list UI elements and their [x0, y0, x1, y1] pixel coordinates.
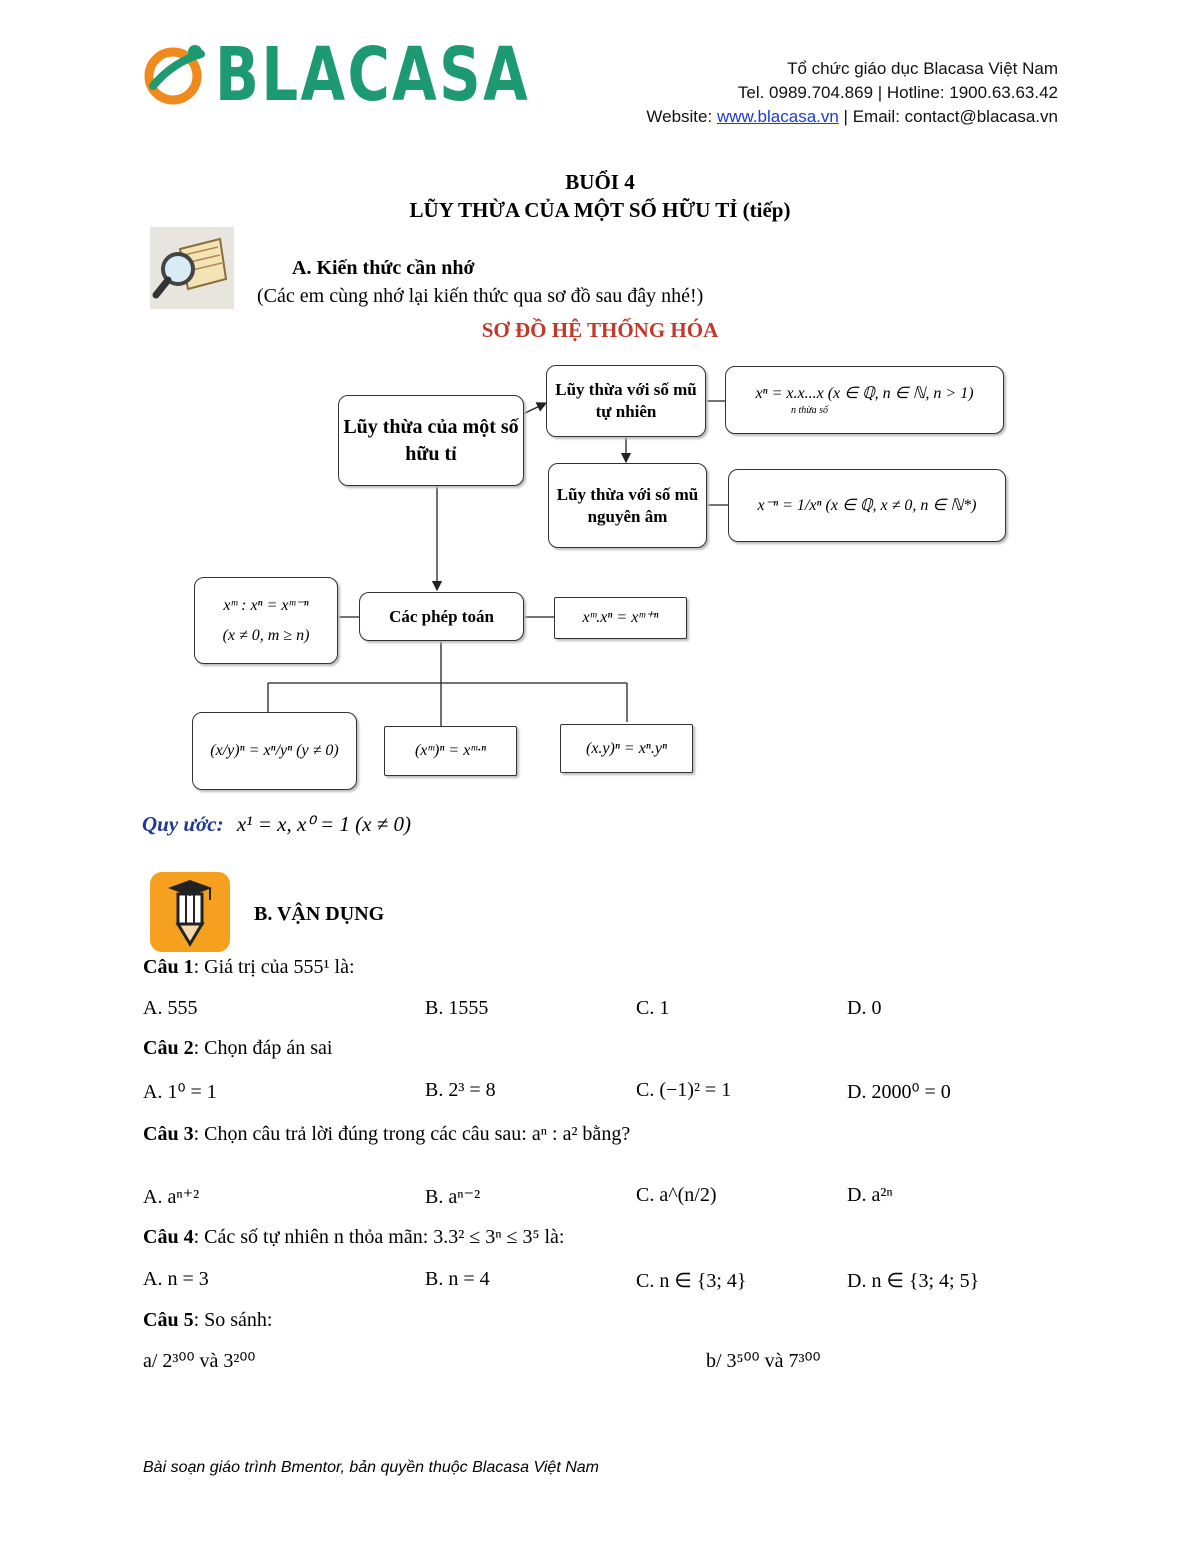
q1-option-c[interactable]: C. 1	[636, 997, 670, 1019]
diagram-root: Lũy thừa của một số hữu tỉ	[338, 395, 524, 486]
graduation-pencil-icon	[150, 872, 230, 952]
negative-exponent-box: Lũy thừa với số mũ nguyên âm	[548, 463, 707, 548]
q3-option-c[interactable]: C. a^(n/2)	[636, 1184, 717, 1206]
q1-option-a[interactable]: A. 555	[143, 997, 198, 1019]
website-link[interactable]: www.blacasa.vn	[716, 107, 839, 126]
natural-formula-note: n thừa số	[790, 405, 829, 416]
section-b-heading: B. VẬN DỤNG	[254, 903, 385, 925]
diagram-title: SƠ ĐỒ HỆ THỐNG HÓA	[481, 318, 719, 342]
division-condition: (x ≠ 0, m ≥ n)	[222, 626, 310, 644]
topic-title: LŨY THỪA CỦA MỘT SỐ HỮU TỈ (tiếp)	[409, 198, 791, 222]
q1-option-b[interactable]: B. 1555	[425, 997, 489, 1019]
natural-formula-box	[725, 366, 1004, 434]
q3-option-a[interactable]: A. aⁿ⁺²	[143, 1186, 200, 1208]
q5-part-b: b/ 3⁵⁰⁰ và 7³⁰⁰	[706, 1350, 821, 1372]
q5-part-a: a/ 2³⁰⁰ và 3²⁰⁰	[143, 1350, 256, 1372]
q4-option-c[interactable]: C. n ∈ {3; 4}	[636, 1270, 747, 1292]
negative-formula: x⁻ⁿ = 1/xⁿ (x ∈ ℚ, x ≠ 0, n ∈ ℕ*)	[728, 469, 1006, 542]
q3-option-b[interactable]: B. aⁿ⁻²	[425, 1186, 481, 1208]
division-formula: xᵐ : xⁿ = xᵐ⁻ⁿ	[223, 596, 309, 614]
q4-option-b[interactable]: B. n = 4	[425, 1268, 490, 1290]
natural-formula: xⁿ = x.x...x (x ∈ ℚ, n ∈ ℕ, n > 1)	[755, 385, 974, 402]
product-formula: xᵐ.xⁿ = xᵐ⁺ⁿ	[554, 597, 687, 639]
section-a-heading: A. Kiến thức cần nhớ	[292, 257, 475, 279]
product-power-formula: (x.y)ⁿ = xⁿ.yⁿ	[560, 724, 693, 773]
operations-box: Các phép toán	[359, 592, 524, 641]
q4-option-d[interactable]: D. n ∈ {3; 4; 5}	[847, 1270, 980, 1292]
section-a-subtitle: (Các em cùng nhớ lại kiến thức qua sơ đồ sau đây nhé!)	[257, 285, 704, 307]
question-2: Câu 2: Chọn đáp án sai	[143, 1037, 333, 1059]
footer: Bài soạn giáo trình Bmentor, bản quyền thuộc Blacasa Việt Nam	[143, 1459, 599, 1476]
logo-text: BLACASA	[215, 32, 531, 118]
session-title: BUỔI 4	[565, 170, 635, 194]
question-4: Câu 4: Các số tự nhiên n thỏa mãn: 3.3² ≤ 3ⁿ ≤ 3⁵ là:	[143, 1226, 565, 1248]
phone-line: Tel. 0989.704.869 | Hotline: 1900.63.63.42	[737, 83, 1058, 102]
convention	[142, 812, 411, 837]
org-name: Tổ chức giáo dục Blacasa Việt Nam	[787, 59, 1058, 78]
quotient-power-formula: (x/y)ⁿ = xⁿ/yⁿ (y ≠ 0)	[192, 712, 357, 790]
convention-formula: x¹ = x, x⁰ = 1 (x ≠ 0)	[236, 812, 411, 836]
q3-option-d[interactable]: D. a²ⁿ	[847, 1184, 893, 1206]
natural-exponent-box: Lũy thừa với số mũ tự nhiên	[546, 365, 706, 437]
q4-option-a[interactable]: A. n = 3	[143, 1268, 209, 1290]
q1-option-d[interactable]: D. 0	[847, 997, 882, 1019]
q2-option-a[interactable]: A. 1⁰ = 1	[143, 1081, 217, 1103]
division-formula-box	[194, 577, 338, 664]
q2-option-b[interactable]: B. 2³ = 8	[425, 1079, 496, 1101]
q2-option-d[interactable]: D. 2000⁰ = 0	[847, 1081, 951, 1103]
question-3: Câu 3: Chọn câu trả lời đúng trong các câu sau: aⁿ : a² bằng?	[143, 1123, 631, 1145]
q2-option-c[interactable]: C. (−1)² = 1	[636, 1079, 732, 1101]
website-line: Website: www.blacasa.vn | Email: contact@blacasa.vn	[646, 107, 1058, 126]
question-5: Câu 5: So sánh:	[143, 1309, 273, 1331]
convention-label: Quy ước:	[142, 812, 224, 836]
question-1: Câu 1: Giá trị của 555¹ là:	[143, 956, 355, 978]
power-of-power-formula: (xᵐ)ⁿ = xᵐ·ⁿ	[384, 726, 517, 776]
